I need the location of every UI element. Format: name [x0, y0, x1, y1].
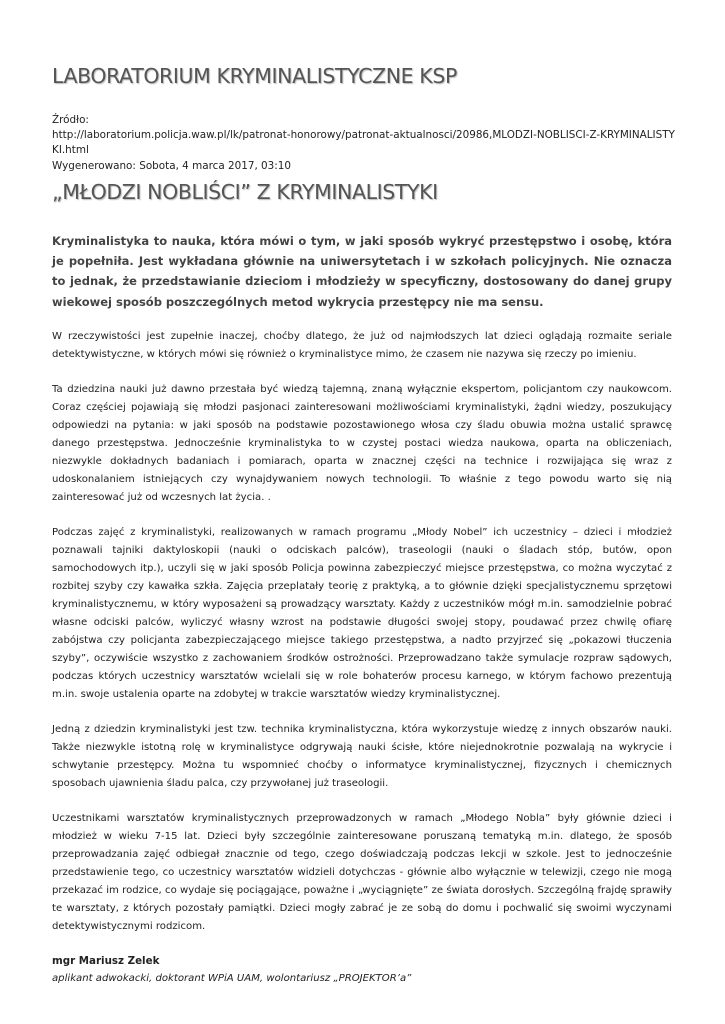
generated-timestamp: Wygenerowano: Sobota, 4 marca 2017, 03:10 — [52, 159, 291, 172]
paragraph: W rzeczywistości jest zupełnie inaczej, choćby dlatego, że już od najmłodszych lat dzieci oglądają rozmaite seriale detektywistyczne, w których mówi się również o kryminalistyce mimo, że czasem nie nazywa się rzeczy po imieniu. — [52, 330, 672, 360]
author-description: aplikant adwokacki, doktorant WPiA UAM, wolontariusz „PROJEKTOR’a” — [52, 972, 412, 984]
site-title: LABORATORIUM KRYMINALISTYCZNE KSP — [52, 64, 457, 88]
article-lead: Kryminalistyka to nauka, która mówi o tym, w jaki sposób wykryć przestępstwo i osobę, która je popełniła. Jest wykładana głównie na uniwersytetach i w szkołach policyjnych. Nie oznacza to jednak, że przedstawianie dzieciom i młodzieży w specyficzny, dostosowany do danej grupy wiekowej sposób poszczególnych metod wykrycia przestępcy nie ma sensu. — [52, 234, 672, 309]
author-name: mgr Mariusz Zelek — [52, 954, 160, 967]
paragraph: Ta dziedzina nauki już dawno przestała być wiedzą tajemną, znaną wyłącznie ekspertom, policjantom czy naukowcom. Coraz częściej pojawiają się młodzi pasjonaci zainteresowani możliwościami kryminalistyki, żądni wiedzy, poszukujący odpowiedzi na pytania: w jaki sposób na podstawie pozostawionego włosa czy śladu obuwia można ustalić sprawcę danego przestępstwa. Jednocześnie kryminalistyka to w czystej postaci wiedza naukowa, oparta na obliczeniach, niezwykle dokładnych badaniach i pomiarach, oparta w znacznej części na technice i rozwijająca się wraz z udoskonalaniem istniejących czy wynajdywaniem nowych technologii. To właśnie z tego powodu warto się nią zainteresować już od wczesnych lat życia. . — [52, 383, 672, 503]
source-url: http://laboratorium.policja.waw.pl/lk/patronat-honorowy/patronat-aktualnosci/20986,MLODZI-NOBLISCI-Z-KRYMINALISTYKI.html — [52, 129, 675, 157]
paragraph: Podczas zajęć z kryminalistyki, realizowanych w ramach programu „Młody Nobel” ich uczestnicy – dzieci i młodzież poznawali tajniki daktyloskopii (nauki o odciskach palców), traseologii (nauki o śladach stóp, butów, opon samochodowych itp.), uczyli się w jaki sposób Policja powinna zabezpieczyć miejsce przestępstwa, co można wyczytać z rozbitej szyby czy kawałka szkła. Zajęcia przeplatały teorię z praktyką, a to głównie dzięki specjalistycznemu sprzętowi kryminalistycznemu, w który wyposażeni są prowadzący warsztaty. Każdy z uczestników mógł m.in. samodzielnie pobrać własne odciski palców, wyliczyć własny wzrost na podstawie długości swojej stopy, poudawać przez chwilę ofiarę zabójstwa czy policjanta zabezpieczającego miejsce takiego przestępstwa, a nadto przyjrzeć się „pokazowi tłuczenia szyby”, oczywiście wszystko z zachowaniem środków ostrożności. Przeprowadzano także symulacje rozpraw sądowych, podczas których uczestnicy warsztatów wcielali się w role bohaterów procesu karnego, w którym fachowo prezentują m.in. swoje ustalenia oparte na zdobytej w trakcie warsztatów wiedzy kryminalistycznej. — [52, 526, 672, 700]
article-body — [52, 231, 672, 987]
article-title: „MŁODZI NOBLIŚCI” Z KRYMINALISTYKI — [52, 180, 438, 204]
document-meta — [52, 113, 677, 174]
paragraph: Uczestnikami warsztatów kryminalistycznych przeprowadzonych w ramach „Młodego Nobla” były głównie dzieci i młodzież w wieku 7-15 lat. Dzieci były szczególnie zainteresowane poruszaną tematyką m.in. dlatego, że sposób przeprowadzania zajęć odbiegał znacznie od tego, czego doświadczają podczas lekcji w szkole. Jest to jednocześnie przedstawienie tego, co uczestnicy warsztatów widzieli dotychczas - głównie albo wyłącznie w telewizji, czego nie mogą przekazać im rodzice, co wydaje się pociągające, poważne i „wyciągnięte” ze świata dorosłych. Szczególną frajdę sprawiły te warsztaty, z których pozostały pamiątki. Dzieci mogły zabrać je ze sobą do domu i pochwalić się swoimi wyczynami detektywistycznymi rodzicom. — [52, 812, 672, 932]
paragraph: Jedną z dziedzin kryminalistyki jest tzw. technika kryminalistyczna, która wykorzystuje wiedzę z innych obszarów nauki. Także niezwykle istotną rolę w kryminalistyce odgrywają nauki ścisłe, które niejednokrotnie pozwalają na wykrycie i schwytanie przestępcy. Można tu wspomnieć choćby o informatyce kryminalistycznej, fizycznych i chemicznych sposobach ujawnienia śladu palca, czy przywołanej już traseologii. — [52, 723, 672, 789]
source-label: Źródło: — [52, 114, 89, 126]
